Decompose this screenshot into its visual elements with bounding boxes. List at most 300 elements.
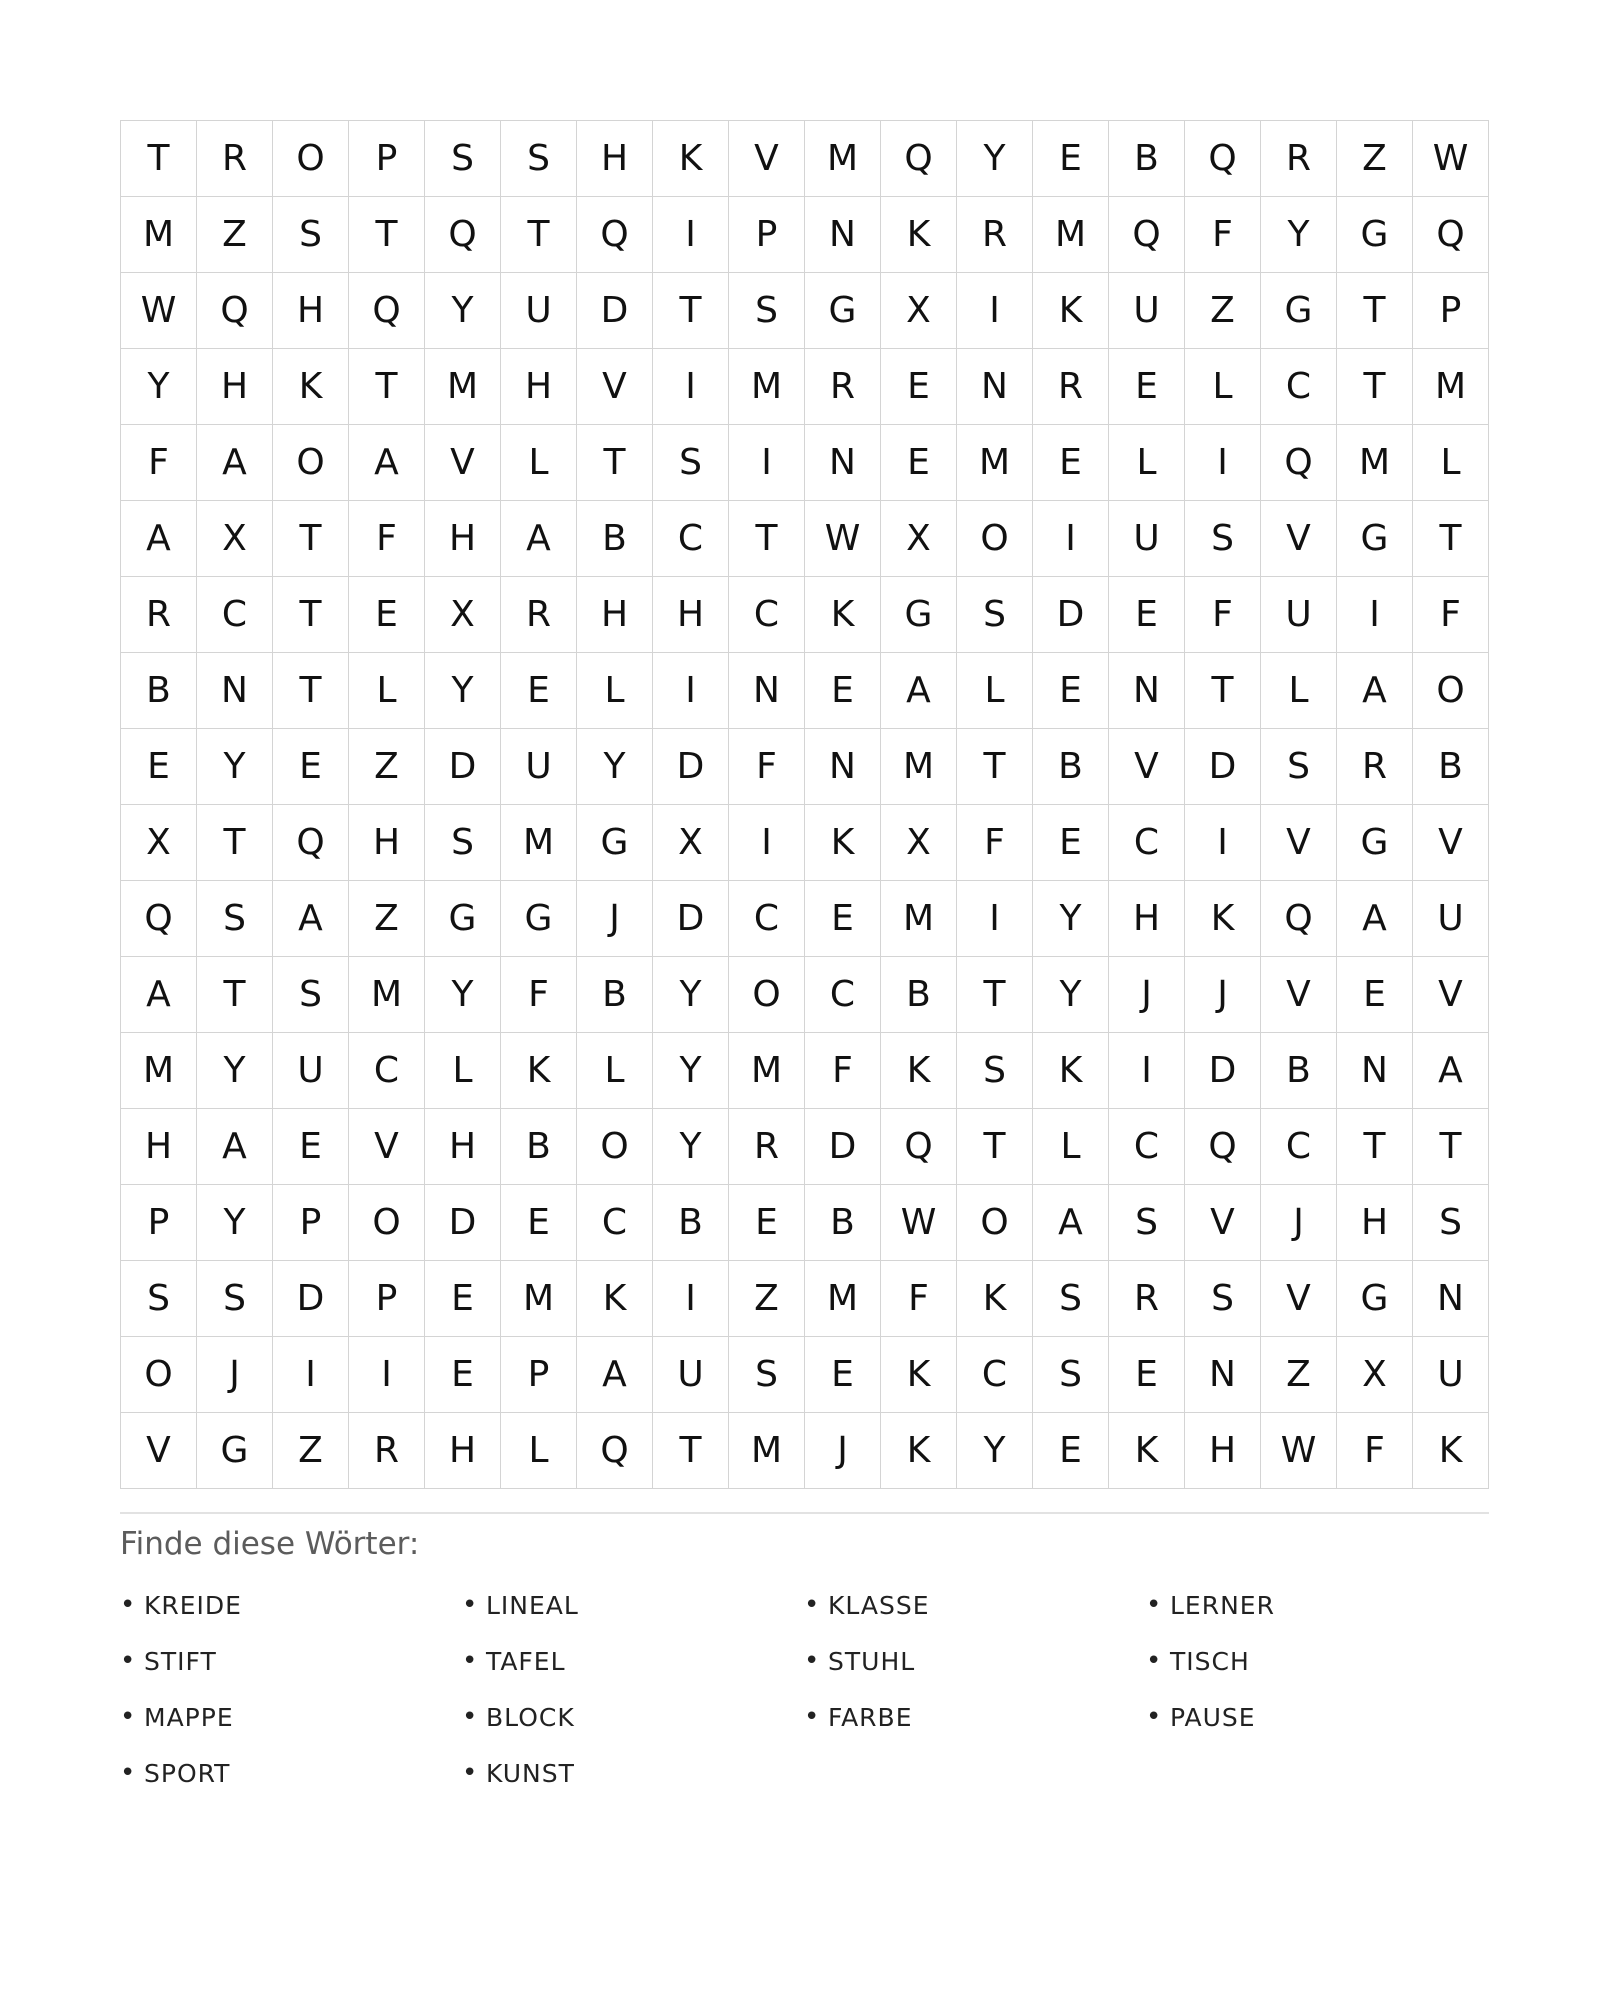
grid-cell[interactable]: T <box>273 577 349 653</box>
grid-cell[interactable]: H <box>577 577 653 653</box>
grid-cell[interactable]: R <box>501 577 577 653</box>
grid-cell[interactable]: W <box>881 1185 957 1261</box>
grid-cell[interactable]: A <box>121 957 197 1033</box>
grid-cell[interactable]: Y <box>1261 197 1337 273</box>
grid-cell[interactable]: N <box>805 425 881 501</box>
grid-cell[interactable]: N <box>1337 1033 1413 1109</box>
grid-cell[interactable]: D <box>1185 1033 1261 1109</box>
grid-cell[interactable]: V <box>1261 957 1337 1033</box>
grid-cell[interactable]: G <box>501 881 577 957</box>
grid-cell[interactable]: E <box>349 577 425 653</box>
grid-cell[interactable]: Z <box>349 881 425 957</box>
grid-cell[interactable]: I <box>1033 501 1109 577</box>
grid-cell[interactable]: I <box>1109 1033 1185 1109</box>
grid-cell[interactable]: H <box>425 1413 501 1489</box>
grid-cell[interactable]: K <box>1413 1413 1489 1489</box>
grid-cell[interactable]: W <box>805 501 881 577</box>
grid-cell[interactable]: R <box>121 577 197 653</box>
grid-cell[interactable]: F <box>805 1033 881 1109</box>
grid-cell[interactable]: Q <box>1261 881 1337 957</box>
grid-cell[interactable]: Y <box>957 1413 1033 1489</box>
grid-cell[interactable]: R <box>1033 349 1109 425</box>
grid-cell[interactable]: T <box>1413 501 1489 577</box>
grid-cell[interactable]: X <box>881 273 957 349</box>
grid-cell[interactable]: S <box>1261 729 1337 805</box>
grid-cell[interactable]: U <box>1261 577 1337 653</box>
grid-cell[interactable]: H <box>273 273 349 349</box>
grid-cell[interactable]: Y <box>1033 881 1109 957</box>
grid-cell[interactable]: V <box>1261 501 1337 577</box>
grid-cell[interactable]: T <box>1337 273 1413 349</box>
grid-cell[interactable]: T <box>197 805 273 881</box>
grid-cell[interactable]: G <box>577 805 653 881</box>
grid-cell[interactable]: F <box>729 729 805 805</box>
grid-cell[interactable]: N <box>805 197 881 273</box>
grid-cell[interactable]: O <box>1413 653 1489 729</box>
grid-cell[interactable]: I <box>653 197 729 273</box>
grid-cell[interactable]: T <box>1337 1109 1413 1185</box>
grid-cell[interactable]: L <box>1185 349 1261 425</box>
grid-cell[interactable]: L <box>1033 1109 1109 1185</box>
grid-cell[interactable]: Z <box>1337 121 1413 197</box>
grid-cell[interactable]: C <box>1109 805 1185 881</box>
grid-cell[interactable]: Q <box>1109 197 1185 273</box>
grid-cell[interactable]: O <box>273 121 349 197</box>
grid-cell[interactable]: H <box>1185 1413 1261 1489</box>
grid-cell[interactable]: B <box>1033 729 1109 805</box>
grid-cell[interactable]: Y <box>121 349 197 425</box>
grid-cell[interactable]: F <box>501 957 577 1033</box>
grid-cell[interactable]: X <box>197 501 273 577</box>
grid-cell[interactable]: S <box>121 1261 197 1337</box>
grid-cell[interactable]: D <box>425 1185 501 1261</box>
grid-cell[interactable]: T <box>957 957 1033 1033</box>
grid-cell[interactable]: F <box>1413 577 1489 653</box>
grid-cell[interactable]: E <box>1033 425 1109 501</box>
grid-cell[interactable]: H <box>425 1109 501 1185</box>
grid-cell[interactable]: Y <box>957 121 1033 197</box>
grid-cell[interactable]: T <box>577 425 653 501</box>
grid-cell[interactable]: O <box>957 501 1033 577</box>
grid-cell[interactable]: P <box>1413 273 1489 349</box>
grid-cell[interactable]: C <box>729 577 805 653</box>
grid-cell[interactable]: Q <box>273 805 349 881</box>
grid-cell[interactable]: Q <box>197 273 273 349</box>
grid-cell[interactable]: K <box>501 1033 577 1109</box>
grid-cell[interactable]: M <box>729 1033 805 1109</box>
grid-cell[interactable]: M <box>805 1261 881 1337</box>
grid-cell[interactable]: X <box>425 577 501 653</box>
grid-cell[interactable]: R <box>1337 729 1413 805</box>
grid-cell[interactable]: G <box>881 577 957 653</box>
grid-cell[interactable]: S <box>273 957 349 1033</box>
grid-cell[interactable]: Y <box>577 729 653 805</box>
grid-cell[interactable]: K <box>577 1261 653 1337</box>
grid-cell[interactable]: L <box>501 425 577 501</box>
grid-cell[interactable]: A <box>1413 1033 1489 1109</box>
grid-cell[interactable]: Y <box>653 1109 729 1185</box>
grid-cell[interactable]: E <box>805 1337 881 1413</box>
grid-cell[interactable]: M <box>501 1261 577 1337</box>
grid-cell[interactable]: M <box>805 121 881 197</box>
grid-cell[interactable]: H <box>653 577 729 653</box>
grid-cell[interactable]: Z <box>1185 273 1261 349</box>
grid-cell[interactable]: T <box>273 653 349 729</box>
grid-cell[interactable]: T <box>349 349 425 425</box>
grid-cell[interactable]: Y <box>425 653 501 729</box>
grid-cell[interactable]: R <box>349 1413 425 1489</box>
grid-cell[interactable]: L <box>957 653 1033 729</box>
grid-cell[interactable]: H <box>1337 1185 1413 1261</box>
grid-cell[interactable]: O <box>729 957 805 1033</box>
grid-cell[interactable]: L <box>577 1033 653 1109</box>
grid-cell[interactable]: J <box>1109 957 1185 1033</box>
grid-cell[interactable]: V <box>1261 805 1337 881</box>
grid-cell[interactable]: H <box>349 805 425 881</box>
grid-cell[interactable]: V <box>1261 1261 1337 1337</box>
grid-cell[interactable]: Q <box>425 197 501 273</box>
grid-cell[interactable]: T <box>957 729 1033 805</box>
grid-cell[interactable]: B <box>501 1109 577 1185</box>
grid-cell[interactable]: B <box>881 957 957 1033</box>
grid-cell[interactable]: O <box>121 1337 197 1413</box>
grid-cell[interactable]: Y <box>1033 957 1109 1033</box>
grid-cell[interactable]: T <box>197 957 273 1033</box>
grid-cell[interactable]: M <box>881 729 957 805</box>
grid-cell[interactable]: B <box>577 501 653 577</box>
grid-cell[interactable]: U <box>1413 881 1489 957</box>
grid-cell[interactable]: J <box>577 881 653 957</box>
grid-cell[interactable]: D <box>805 1109 881 1185</box>
grid-cell[interactable]: L <box>349 653 425 729</box>
grid-cell[interactable]: Q <box>1185 1109 1261 1185</box>
grid-cell[interactable]: H <box>501 349 577 425</box>
grid-cell[interactable]: E <box>881 425 957 501</box>
grid-cell[interactable]: S <box>1413 1185 1489 1261</box>
grid-cell[interactable]: Z <box>197 197 273 273</box>
grid-cell[interactable]: A <box>501 501 577 577</box>
grid-cell[interactable]: G <box>197 1413 273 1489</box>
grid-cell[interactable]: K <box>881 197 957 273</box>
grid-cell[interactable]: M <box>425 349 501 425</box>
grid-cell[interactable]: J <box>1261 1185 1337 1261</box>
grid-cell[interactable]: L <box>425 1033 501 1109</box>
grid-cell[interactable]: A <box>1033 1185 1109 1261</box>
grid-cell[interactable]: Q <box>577 1413 653 1489</box>
grid-cell[interactable]: N <box>729 653 805 729</box>
grid-cell[interactable]: L <box>1413 425 1489 501</box>
grid-cell[interactable]: M <box>1033 197 1109 273</box>
grid-cell[interactable]: I <box>729 805 805 881</box>
grid-cell[interactable]: K <box>881 1413 957 1489</box>
grid-cell[interactable]: D <box>273 1261 349 1337</box>
grid-cell[interactable]: E <box>1033 121 1109 197</box>
grid-cell[interactable]: W <box>121 273 197 349</box>
grid-cell[interactable]: O <box>577 1109 653 1185</box>
grid-cell[interactable]: T <box>729 501 805 577</box>
grid-cell[interactable]: J <box>1185 957 1261 1033</box>
grid-cell[interactable]: K <box>957 1261 1033 1337</box>
grid-cell[interactable]: C <box>349 1033 425 1109</box>
grid-cell[interactable]: O <box>349 1185 425 1261</box>
grid-cell[interactable]: A <box>197 425 273 501</box>
grid-cell[interactable]: E <box>273 729 349 805</box>
grid-cell[interactable]: C <box>805 957 881 1033</box>
grid-cell[interactable]: E <box>805 653 881 729</box>
grid-cell[interactable]: D <box>425 729 501 805</box>
grid-cell[interactable]: S <box>1185 1261 1261 1337</box>
grid-cell[interactable]: A <box>121 501 197 577</box>
grid-cell[interactable]: M <box>121 1033 197 1109</box>
grid-cell[interactable]: I <box>957 881 1033 957</box>
grid-cell[interactable]: H <box>425 501 501 577</box>
grid-cell[interactable]: T <box>349 197 425 273</box>
grid-cell[interactable]: V <box>121 1413 197 1489</box>
grid-cell[interactable]: R <box>805 349 881 425</box>
grid-cell[interactable]: S <box>1033 1261 1109 1337</box>
grid-cell[interactable]: S <box>197 1261 273 1337</box>
grid-cell[interactable]: S <box>425 805 501 881</box>
grid-cell[interactable]: N <box>1413 1261 1489 1337</box>
grid-cell[interactable]: X <box>653 805 729 881</box>
grid-cell[interactable]: C <box>1261 1109 1337 1185</box>
grid-cell[interactable]: C <box>577 1185 653 1261</box>
grid-cell[interactable]: K <box>1185 881 1261 957</box>
grid-cell[interactable]: I <box>729 425 805 501</box>
grid-cell[interactable]: A <box>1337 653 1413 729</box>
grid-cell[interactable]: A <box>273 881 349 957</box>
grid-cell[interactable]: A <box>349 425 425 501</box>
grid-cell[interactable]: Z <box>273 1413 349 1489</box>
grid-cell[interactable]: Q <box>881 121 957 197</box>
grid-cell[interactable]: K <box>653 121 729 197</box>
grid-cell[interactable]: L <box>1261 653 1337 729</box>
grid-cell[interactable]: Q <box>1185 121 1261 197</box>
grid-cell[interactable]: A <box>197 1109 273 1185</box>
grid-cell[interactable]: E <box>273 1109 349 1185</box>
grid-cell[interactable]: Q <box>881 1109 957 1185</box>
grid-cell[interactable]: U <box>273 1033 349 1109</box>
grid-cell[interactable]: Q <box>577 197 653 273</box>
grid-cell[interactable]: X <box>121 805 197 881</box>
grid-cell[interactable]: F <box>957 805 1033 881</box>
grid-cell[interactable]: M <box>729 1413 805 1489</box>
grid-cell[interactable]: M <box>501 805 577 881</box>
grid-cell[interactable]: V <box>349 1109 425 1185</box>
grid-cell[interactable]: E <box>1109 349 1185 425</box>
grid-cell[interactable]: F <box>881 1261 957 1337</box>
grid-cell[interactable]: S <box>957 577 1033 653</box>
grid-cell[interactable]: S <box>501 121 577 197</box>
grid-cell[interactable]: E <box>501 653 577 729</box>
grid-cell[interactable]: N <box>197 653 273 729</box>
grid-cell[interactable]: A <box>881 653 957 729</box>
grid-cell[interactable]: J <box>805 1413 881 1489</box>
grid-cell[interactable]: P <box>349 121 425 197</box>
grid-cell[interactable]: S <box>1033 1337 1109 1413</box>
grid-cell[interactable]: Z <box>729 1261 805 1337</box>
grid-cell[interactable]: G <box>1337 1261 1413 1337</box>
grid-cell[interactable]: P <box>729 197 805 273</box>
grid-cell[interactable]: D <box>577 273 653 349</box>
grid-cell[interactable]: T <box>653 273 729 349</box>
grid-cell[interactable]: U <box>653 1337 729 1413</box>
grid-cell[interactable]: F <box>1185 197 1261 273</box>
grid-cell[interactable]: B <box>1261 1033 1337 1109</box>
grid-cell[interactable]: I <box>1185 425 1261 501</box>
grid-cell[interactable]: U <box>1109 501 1185 577</box>
grid-cell[interactable]: E <box>729 1185 805 1261</box>
grid-cell[interactable]: I <box>653 653 729 729</box>
grid-cell[interactable]: E <box>1337 957 1413 1033</box>
grid-cell[interactable]: B <box>1413 729 1489 805</box>
grid-cell[interactable]: S <box>273 197 349 273</box>
grid-cell[interactable]: R <box>729 1109 805 1185</box>
grid-cell[interactable]: T <box>653 1413 729 1489</box>
grid-cell[interactable]: S <box>957 1033 1033 1109</box>
grid-cell[interactable]: U <box>501 729 577 805</box>
grid-cell[interactable]: G <box>805 273 881 349</box>
grid-cell[interactable]: G <box>1337 501 1413 577</box>
grid-cell[interactable]: C <box>197 577 273 653</box>
grid-cell[interactable]: V <box>425 425 501 501</box>
grid-cell[interactable]: U <box>1413 1337 1489 1413</box>
grid-cell[interactable]: W <box>1261 1413 1337 1489</box>
grid-cell[interactable]: S <box>653 425 729 501</box>
grid-cell[interactable]: A <box>577 1337 653 1413</box>
grid-cell[interactable]: B <box>653 1185 729 1261</box>
grid-cell[interactable]: E <box>805 881 881 957</box>
grid-cell[interactable]: C <box>1261 349 1337 425</box>
grid-cell[interactable]: T <box>273 501 349 577</box>
grid-cell[interactable]: K <box>805 577 881 653</box>
grid-cell[interactable]: P <box>349 1261 425 1337</box>
grid-cell[interactable]: R <box>197 121 273 197</box>
grid-cell[interactable]: B <box>805 1185 881 1261</box>
grid-cell[interactable]: G <box>1261 273 1337 349</box>
grid-cell[interactable]: C <box>653 501 729 577</box>
grid-cell[interactable]: D <box>653 881 729 957</box>
grid-cell[interactable]: C <box>957 1337 1033 1413</box>
grid-cell[interactable]: N <box>957 349 1033 425</box>
grid-cell[interactable]: X <box>1337 1337 1413 1413</box>
grid-cell[interactable]: P <box>501 1337 577 1413</box>
grid-cell[interactable]: K <box>1033 273 1109 349</box>
grid-cell[interactable]: L <box>577 653 653 729</box>
grid-cell[interactable]: N <box>1185 1337 1261 1413</box>
grid-cell[interactable]: M <box>881 881 957 957</box>
grid-cell[interactable]: S <box>729 273 805 349</box>
grid-cell[interactable]: Y <box>653 1033 729 1109</box>
grid-cell[interactable]: E <box>121 729 197 805</box>
grid-cell[interactable]: F <box>1185 577 1261 653</box>
grid-cell[interactable]: M <box>1337 425 1413 501</box>
grid-cell[interactable]: F <box>121 425 197 501</box>
grid-cell[interactable]: K <box>805 805 881 881</box>
grid-cell[interactable]: M <box>729 349 805 425</box>
grid-cell[interactable]: C <box>729 881 805 957</box>
grid-cell[interactable]: G <box>425 881 501 957</box>
grid-cell[interactable]: D <box>1185 729 1261 805</box>
grid-cell[interactable]: B <box>121 653 197 729</box>
grid-cell[interactable]: F <box>1337 1413 1413 1489</box>
grid-cell[interactable]: R <box>957 197 1033 273</box>
grid-cell[interactable]: T <box>1413 1109 1489 1185</box>
grid-cell[interactable]: E <box>1033 653 1109 729</box>
grid-cell[interactable]: U <box>1109 273 1185 349</box>
grid-cell[interactable]: I <box>957 273 1033 349</box>
grid-cell[interactable]: Z <box>349 729 425 805</box>
grid-cell[interactable]: E <box>425 1261 501 1337</box>
grid-cell[interactable]: Y <box>425 957 501 1033</box>
grid-cell[interactable]: U <box>501 273 577 349</box>
grid-cell[interactable]: Y <box>197 1185 273 1261</box>
grid-cell[interactable]: X <box>881 805 957 881</box>
grid-cell[interactable]: L <box>501 1413 577 1489</box>
grid-cell[interactable]: T <box>1185 653 1261 729</box>
grid-cell[interactable]: Y <box>425 273 501 349</box>
grid-cell[interactable]: H <box>121 1109 197 1185</box>
grid-cell[interactable]: H <box>197 349 273 425</box>
grid-cell[interactable]: K <box>1109 1413 1185 1489</box>
grid-cell[interactable]: M <box>957 425 1033 501</box>
grid-cell[interactable]: Y <box>653 957 729 1033</box>
grid-cell[interactable]: W <box>1413 121 1489 197</box>
grid-cell[interactable]: M <box>349 957 425 1033</box>
grid-cell[interactable]: V <box>1185 1185 1261 1261</box>
grid-cell[interactable]: Y <box>197 729 273 805</box>
grid-cell[interactable]: E <box>1033 1413 1109 1489</box>
grid-cell[interactable]: V <box>729 121 805 197</box>
grid-cell[interactable]: E <box>1109 577 1185 653</box>
grid-cell[interactable]: Z <box>1261 1337 1337 1413</box>
grid-cell[interactable]: O <box>273 425 349 501</box>
grid-cell[interactable]: S <box>1109 1185 1185 1261</box>
grid-cell[interactable]: O <box>957 1185 1033 1261</box>
grid-cell[interactable]: R <box>1261 121 1337 197</box>
grid-cell[interactable]: D <box>1033 577 1109 653</box>
grid-cell[interactable]: V <box>1413 957 1489 1033</box>
grid-cell[interactable]: M <box>121 197 197 273</box>
grid-cell[interactable]: V <box>1413 805 1489 881</box>
grid-cell[interactable]: X <box>881 501 957 577</box>
grid-cell[interactable]: J <box>197 1337 273 1413</box>
grid-cell[interactable]: B <box>577 957 653 1033</box>
grid-cell[interactable]: A <box>1337 881 1413 957</box>
grid-cell[interactable]: Q <box>349 273 425 349</box>
grid-cell[interactable]: Q <box>1413 197 1489 273</box>
grid-cell[interactable]: E <box>501 1185 577 1261</box>
grid-cell[interactable]: I <box>653 1261 729 1337</box>
grid-cell[interactable]: P <box>273 1185 349 1261</box>
grid-cell[interactable]: N <box>1109 653 1185 729</box>
grid-cell[interactable]: E <box>881 349 957 425</box>
grid-cell[interactable]: E <box>1033 805 1109 881</box>
grid-cell[interactable]: V <box>577 349 653 425</box>
grid-cell[interactable]: S <box>425 121 501 197</box>
grid-cell[interactable]: Q <box>1261 425 1337 501</box>
grid-cell[interactable]: G <box>1337 197 1413 273</box>
grid-cell[interactable]: K <box>273 349 349 425</box>
grid-cell[interactable]: H <box>1109 881 1185 957</box>
grid-cell[interactable]: Y <box>197 1033 273 1109</box>
grid-cell[interactable]: H <box>577 121 653 197</box>
grid-cell[interactable]: C <box>1109 1109 1185 1185</box>
grid-cell[interactable]: V <box>1109 729 1185 805</box>
grid-cell[interactable]: K <box>881 1337 957 1413</box>
grid-cell[interactable]: Q <box>121 881 197 957</box>
grid-cell[interactable]: I <box>273 1337 349 1413</box>
